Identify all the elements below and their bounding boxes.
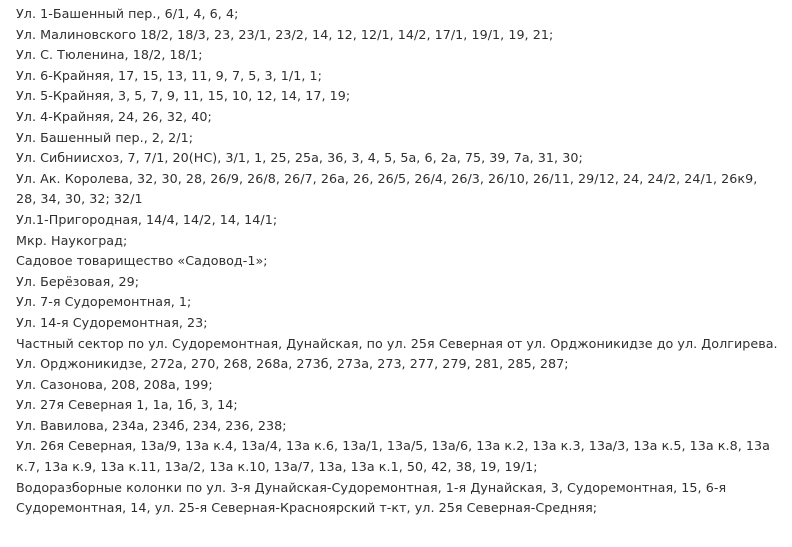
list-item: Ул. Малиновского 18/2, 18/3, 23, 23/1, 23/2, 14, 12, 12/1, 14/2, 17/1, 19/1, 19, 21; — [16, 26, 554, 42]
list-item: Ул. 6-Крайняя, 17, 15, 13, 11, 9, 7, 5, 3, 1/1, 1; — [16, 67, 322, 83]
list-item: Ул. Орджоникидзе, 272а, 270, 268, 268а, 273б, 273а, 273, 277, 279, 281, 285, 287; — [16, 356, 569, 372]
list-item: Ул. Сазонова, 208, 208а, 199; — [16, 376, 213, 392]
list-item: Ул. Башенный пер., 2, 2/1; — [16, 129, 194, 145]
list-item: Мкр. Наукоград; — [16, 232, 128, 248]
list-item: Ул. 14-я Судоремонтная, 23; — [16, 314, 208, 330]
list-item: Ул. 5-Крайняя, 3, 5, 7, 9, 11, 15, 10, 12, 14, 17, 19; — [16, 88, 351, 104]
list-item: Ул. Берёзовая, 29; — [16, 273, 140, 289]
list-item: Ул. 4-Крайняя, 24, 26, 32, 40; — [16, 108, 212, 124]
list-item: Садовое товарищество «Садовод-1»; — [16, 253, 268, 269]
list-item: Ул. Ак. Королева, 32, 30, 28, 26/9, 26/8, 26/7, 26а, 26, 26/5, 26/4, 26/3, 26/10, 26/11, 29/12, 24, 24/2, 24/1, 26к9, 28, 34, 30, 32; 32/1 — [16, 170, 758, 207]
list-item: Водоразборные колонки по ул. 3-я Дунайская-Судоремонтная, 1-я Дунайская, 3, Судоремонтная, 15, 6-я Судоремонтная, 14, ул. 25-я Северная-Красноярский т-кт, ул. 25я Северная-Средняя; — [16, 479, 727, 516]
list-item: Ул. 1-Башенный пер., 6/1, 4, 6, 4; — [16, 6, 239, 21]
list-item: Ул. Сибниисхоз, 7, 7/1, 20(НС), 3/1, 1, 25, 25а, 36, 3, 4, 5, 5а, 6, 2а, 75, 39, 7а, 31, 30; — [16, 150, 583, 166]
address-list — [16, 4, 778, 519]
list-item: Ул. С. Тюленина, 18/2, 18/1; — [16, 47, 203, 63]
list-item: Ул. Вавилова, 234а, 234б, 234, 236, 238; — [16, 417, 287, 433]
list-item: Ул.1-Пригородная, 14/4, 14/2, 14, 14/1; — [16, 211, 278, 227]
list-item: Ул. 27я Северная 1, 1а, 1б, 3, 14; — [16, 397, 238, 413]
list-item: Ул. 26я Северная, 13а/9, 13а к.4, 13а/4, 13а к.6, 13а/1, 13а/5, 13а/6, 13а к.2, 13а к.3, 13а/3, 13а к.5, 13а к.8, 13а к.7, 13а к.9, 13а к.11, 13а/2, 13а к.10, 13а/7, 13а, 13а к.1, 50, 42, 38, 19, 19/1; — [16, 438, 770, 475]
list-item: Частный сектор по ул. Судоремонтная, Дунайская, по ул. 25я Северная от ул. Орджоникидзе до ул. Долгирева. — [16, 335, 778, 351]
list-item: Ул. 7-я Судоремонтная, 1; — [16, 294, 192, 310]
